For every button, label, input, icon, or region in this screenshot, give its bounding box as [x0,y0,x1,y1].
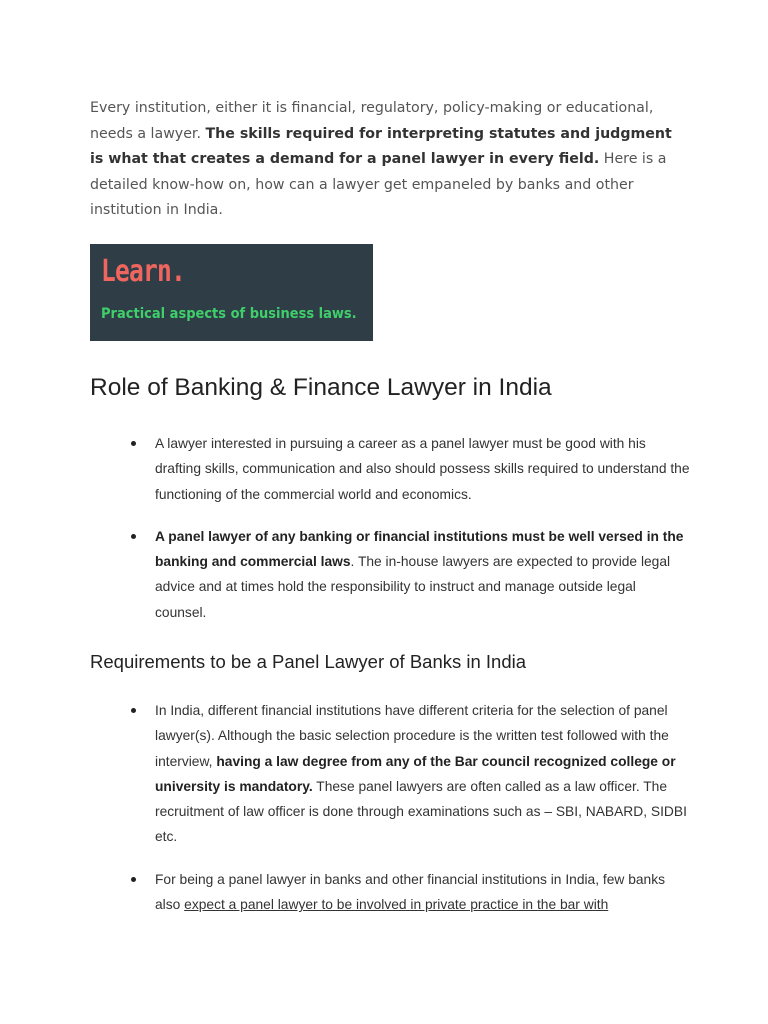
private-practice-link[interactable]: expect a panel lawyer to be involved in private practice in the bar with [184,897,609,913]
role-list [90,431,690,642]
requirements-list [90,698,690,934]
intro-paragraph [90,96,680,224]
intro-bold-text: The skills required for interpreting statutes and judgment is what that creates a demand for a panel lawyer in every field. [90,125,672,167]
list-item [90,698,690,850]
list-item-text-end: These panel lawyers are often called as a law officer. The recruitment of law officer is done through examinations such as – SBI, NABARD, SIDBI etc. [155,778,687,845]
section-heading-requirements: Requirements to be a Panel Lawyer of Banks in India [90,651,527,672]
list-item [90,524,690,625]
list-item-text: A lawyer interested in pursuing a career as a panel lawyer must be good with his drafting skills, communication and also should possess skills required to understand the functioning of the commercial world and economics. [155,436,690,502]
section-heading-role: Role of Banking & Finance Lawyer in India [90,374,552,401]
banner-title: Learn. [101,254,185,289]
intro-text: Every institution, either it is financial, regulatory, policy-making or educational, needs a lawyer. [90,100,654,142]
learn-banner[interactable] [90,244,373,341]
list-item-bold: having a law degree from any of the Bar council recognized college or university is mandatory. [155,753,676,794]
list-item [90,431,690,507]
intro-text-end: Here is a detailed know-how on, how can a lawyer get empaneled by banks and other institution in India. [90,151,667,218]
banner-subtitle: Practical aspects of business laws. [101,306,357,322]
list-item-text: . The in-house lawyers are expected to provide legal advice and at times hold the responsibility to instruct and manage outside legal counsel. [155,554,671,620]
list-item-text: In India, different financial institutions have different criteria for the selection of panel lawyer(s). Although the basic selection procedure is the written test followed with the interview, [155,703,669,769]
list-item-bold: A panel lawyer of any banking or financial institutions must be well versed in the banking and commercial laws [155,528,684,570]
list-item [90,867,690,918]
list-item-text: For being a panel lawyer in banks and other financial institutions in India, few banks also [155,871,666,913]
